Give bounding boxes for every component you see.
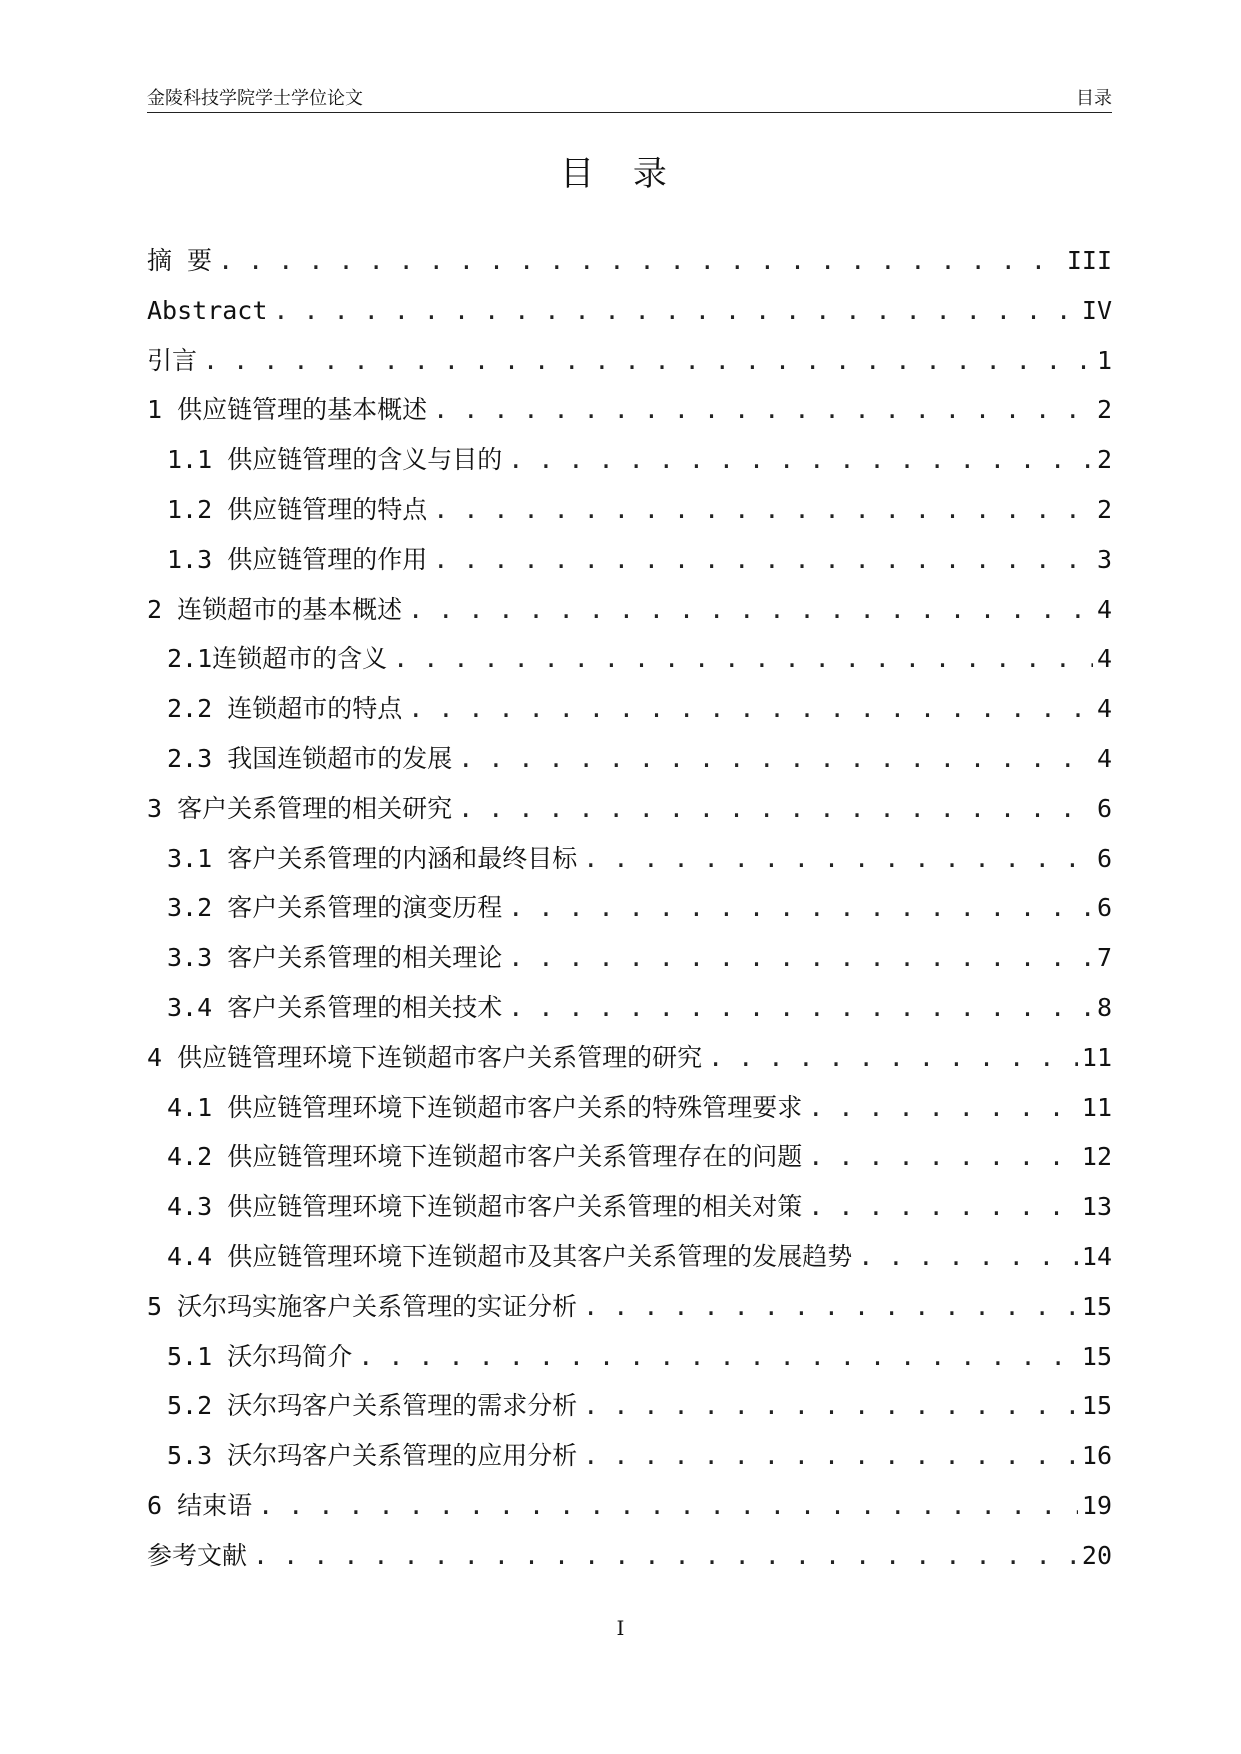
toc-entry-page: 4 [1096, 644, 1112, 674]
page-title: 目 录 [560, 154, 681, 194]
toc-entry[interactable] [147, 1033, 1112, 1083]
toc-entry-page: 6 [1096, 793, 1112, 823]
toc-dot-leader [433, 535, 1093, 585]
toc-dot-leader [458, 734, 1093, 784]
toc-entry-page: 7 [1096, 943, 1112, 973]
toc-entry-label: 5.3 沃尔玛客户关系管理的应用分析 [167, 1441, 578, 1471]
toc-dot-leader [358, 1332, 1078, 1382]
toc-entry[interactable] [147, 236, 1112, 286]
toc-entry[interactable] [147, 983, 1112, 1033]
toc-entry-label: 引言 [147, 345, 198, 375]
toc-entry-page: 4 [1096, 694, 1112, 724]
toc-entry-label: 1 供应链管理的基本概述 [147, 395, 428, 425]
toc-entry-page: 8 [1096, 992, 1112, 1022]
toc-dot-leader [408, 684, 1093, 734]
toc-entry-label: 3.4 客户关系管理的相关技术 [167, 992, 503, 1022]
toc-entry[interactable] [147, 1132, 1112, 1182]
toc-entry[interactable] [147, 435, 1112, 485]
toc-dot-leader [583, 1282, 1078, 1332]
toc-dot-leader [508, 435, 1093, 485]
toc-entry-label: 1.1 供应链管理的含义与目的 [167, 445, 503, 475]
toc-entry-label: 1.2 供应链管理的特点 [167, 494, 428, 524]
toc-entry-page: 15 [1081, 1341, 1112, 1371]
toc-entry-label: 4 供应链管理环境下连锁超市客户关系管理的研究 [147, 1042, 703, 1072]
toc-dot-leader [808, 1182, 1078, 1232]
toc-entry-label: 4.1 供应链管理环境下连锁超市客户关系的特殊管理要求 [167, 1092, 803, 1122]
toc-entry[interactable] [147, 336, 1112, 386]
toc-entry[interactable] [147, 883, 1112, 933]
toc-entry-label: 2.3 我国连锁超市的发展 [167, 743, 453, 773]
toc-dot-leader [808, 1132, 1078, 1182]
toc-entry-page: 13 [1081, 1192, 1112, 1222]
toc-entry-label: 2.1连锁超市的含义 [167, 644, 388, 674]
toc-entry[interactable] [147, 1531, 1112, 1581]
toc-entry[interactable] [147, 535, 1112, 585]
toc-entry-page: 2 [1096, 395, 1112, 425]
toc-dot-leader [583, 1381, 1078, 1431]
toc-entry-page: 11 [1081, 1042, 1112, 1072]
toc-entry-label: Abstract [147, 295, 268, 325]
toc-dot-leader [508, 983, 1093, 1033]
toc-dot-leader [508, 933, 1093, 983]
toc-entry[interactable] [147, 834, 1112, 884]
toc-entry-page: 6 [1096, 843, 1112, 873]
toc-entry-page: 12 [1081, 1142, 1112, 1172]
toc-dot-leader [273, 286, 1077, 336]
toc-entry-page: 4 [1096, 594, 1112, 624]
toc-entry-label: 3 客户关系管理的相关研究 [147, 793, 453, 823]
toc-entry-label: 参考文献 [147, 1540, 248, 1570]
toc-entry-label: 3.2 客户关系管理的演变历程 [167, 893, 503, 923]
table-of-contents [147, 236, 1112, 1581]
toc-entry-page: 15 [1081, 1291, 1112, 1321]
toc-entry-label: 2.2 连锁超市的特点 [167, 694, 403, 724]
toc-entry[interactable] [147, 585, 1112, 635]
toc-entry[interactable] [147, 634, 1112, 684]
toc-entry[interactable] [147, 784, 1112, 834]
toc-entry-label: 6 结束语 [147, 1490, 253, 1520]
toc-entry-page: 19 [1081, 1490, 1112, 1520]
toc-dot-leader [203, 336, 1093, 386]
toc-dot-leader [393, 634, 1093, 684]
toc-entry-page: 14 [1081, 1241, 1112, 1271]
toc-dot-leader [583, 1431, 1078, 1481]
toc-entry-page: 4 [1096, 743, 1112, 773]
toc-entry[interactable] [147, 1182, 1112, 1232]
toc-entry-label: 5.2 沃尔玛客户关系管理的需求分析 [167, 1391, 578, 1421]
toc-entry-label: 5 沃尔玛实施客户关系管理的实证分析 [147, 1291, 578, 1321]
toc-entry-page: 11 [1081, 1092, 1112, 1122]
toc-entry-page: 15 [1081, 1391, 1112, 1421]
toc-entry-page: 2 [1096, 494, 1112, 524]
toc-dot-leader [508, 883, 1093, 933]
toc-entry[interactable] [147, 1232, 1112, 1282]
toc-entry-label: 4.2 供应链管理环境下连锁超市客户关系管理存在的问题 [167, 1142, 803, 1172]
toc-entry-page: 16 [1081, 1441, 1112, 1471]
toc-entry-page: 6 [1096, 893, 1112, 923]
toc-entry-label: 3.3 客户关系管理的相关理论 [167, 943, 503, 973]
toc-entry[interactable] [147, 1332, 1112, 1382]
header-section-name: 目录 [1076, 88, 1112, 109]
toc-entry[interactable] [147, 933, 1112, 983]
toc-dot-leader [808, 1083, 1078, 1133]
toc-entry[interactable] [147, 1083, 1112, 1133]
toc-entry-label: 4.4 供应链管理环境下连锁超市及其客户关系管理的发展趋势 [167, 1241, 853, 1271]
toc-entry[interactable] [147, 1381, 1112, 1431]
toc-dot-leader [458, 784, 1093, 834]
toc-dot-leader [858, 1232, 1078, 1282]
toc-entry-page: 3 [1096, 544, 1112, 574]
toc-entry[interactable] [147, 385, 1112, 435]
toc-entry-label: 1.3 供应链管理的作用 [167, 544, 428, 574]
toc-entry-label: 4.3 供应链管理环境下连锁超市客户关系管理的相关对策 [167, 1192, 803, 1222]
toc-dot-leader [433, 485, 1093, 535]
toc-entry[interactable] [147, 1431, 1112, 1481]
toc-dot-leader [583, 834, 1093, 884]
toc-entry-label: 5.1 沃尔玛简介 [167, 1341, 353, 1371]
toc-entry[interactable] [147, 684, 1112, 734]
toc-entry[interactable] [147, 1481, 1112, 1531]
toc-entry[interactable] [147, 1282, 1112, 1332]
toc-entry-page: 1 [1096, 345, 1112, 375]
toc-dot-leader [253, 1531, 1078, 1581]
toc-dot-leader [433, 385, 1093, 435]
toc-entry[interactable] [147, 286, 1112, 336]
toc-entry-label: 2 连锁超市的基本概述 [147, 594, 403, 624]
header-thesis-title: 金陵科技学院学士学位论文 [147, 88, 363, 109]
toc-dot-leader [258, 1481, 1078, 1531]
toc-entry-page: 2 [1096, 445, 1112, 475]
toc-entry-page: III [1066, 246, 1112, 275]
toc-entry-page: IV [1081, 295, 1112, 325]
toc-entry[interactable] [147, 734, 1112, 784]
toc-entry-label: 3.1 客户关系管理的内涵和最终目标 [167, 843, 578, 873]
running-header [147, 88, 1112, 113]
toc-entry[interactable] [147, 485, 1112, 535]
footer-page-number: I [616, 1616, 625, 1640]
toc-entry-page: 20 [1081, 1540, 1112, 1570]
toc-dot-leader [218, 236, 1063, 286]
toc-dot-leader [408, 585, 1093, 635]
toc-entry-label: 摘 要 [147, 246, 213, 275]
toc-dot-leader [708, 1033, 1078, 1083]
